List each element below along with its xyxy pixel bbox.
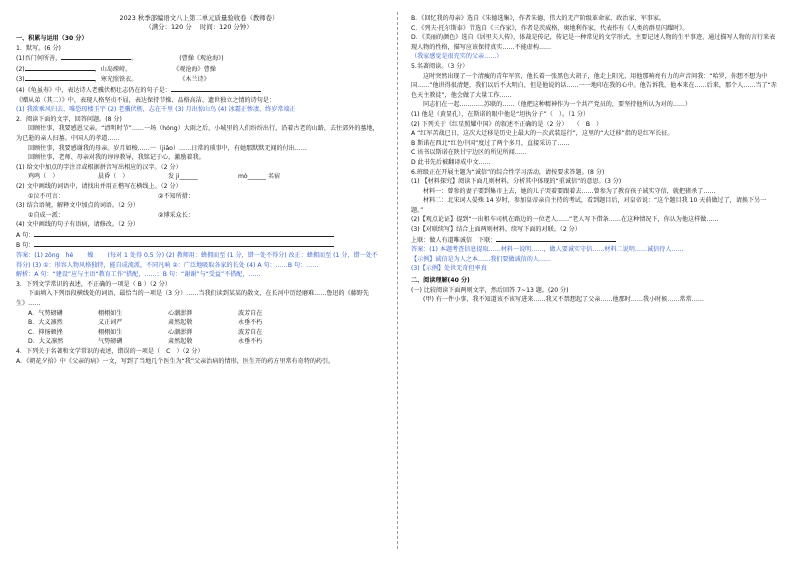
exam-meta: （满分：120 分 时间：120 分钟） bbox=[145, 23, 253, 31]
q6-example: 【示例】诚信是为人之本……我们要做诚信的人…… bbox=[411, 255, 552, 263]
q1-answer: (1) 我欲乘风归去，唯恐琼楼玉宇 (2) 老骥伏枥，志在千里 (3) 月出惊山鸟 (4) 冰霜正惨凄，终岁常端正 bbox=[16, 106, 296, 114]
q2d-prompt: (4) 文中画线的句子有语病，请修改。（2 分） bbox=[16, 221, 140, 229]
q2d-b bbox=[16, 240, 382, 251]
q1e-text: (3) bbox=[16, 76, 25, 84]
q6-3-example: (3)【示例】处世无奇但率真 bbox=[411, 265, 487, 273]
q1d-text: 《观沧海》曹操 bbox=[173, 65, 216, 73]
reading-passage: (甲) 有一件小事，我不知道该不该写进来……我又不禁想起了父亲……他那时……我小时候……常常…… bbox=[423, 296, 704, 304]
section-1-heading: 一、积累与运用（30 分） bbox=[16, 35, 88, 42]
q1e-line bbox=[16, 74, 382, 85]
q3-option-cell[interactable]: D．大义凛然 bbox=[28, 338, 64, 346]
section-2-heading: 二、阅读理解(40 分) bbox=[411, 277, 470, 285]
q1-heading: 1．默写。(6 分) bbox=[16, 44, 61, 52]
q4-option-a: A．《朝花夕拾》中《父亲的病》一文，写到了当地几个医生为“我”父亲治病的情形，医生开的药方里常有奇特的药引。 bbox=[16, 357, 335, 365]
q3-option-cell: 气势磅礴 bbox=[98, 338, 123, 346]
q1e-end: ，寒光照铁衣。 bbox=[94, 76, 138, 84]
q1g-line bbox=[16, 85, 382, 96]
q2a-item: 晨昏（ ） bbox=[98, 173, 129, 181]
q3-option-cell[interactable]: C．抑扬顿挫 bbox=[28, 328, 63, 336]
q2-passage-2: 回顾往事，我要感谢我的母亲。岁月如梭……一（jiǎo）……日常的琐事中，有她那默默无闻的付出…… bbox=[28, 144, 307, 152]
q2d-a-blank[interactable] bbox=[34, 230, 334, 237]
q5-1 bbox=[411, 110, 777, 120]
q1c-blank[interactable] bbox=[25, 64, 95, 71]
q5-2: (2) 下列关于《红星照耀中国》的叙述不正确的是（2 分） （ B ） bbox=[411, 120, 603, 128]
q6-3: (3)【对联续写】结合上面两则材料，续写下面的对联。（2 分） bbox=[411, 226, 581, 234]
q2-answer: 答案：(1) zǒng hé 燥 (每对 1 处得 0.5 分) (2) 教师用：蜂拥而至 (1 分，错一处不得分) 改正：蜂拥而至 (1 分，错一处不得分) (3) ①：形容人物风格独特，能自成流派，不同凡响 ②：广泛地吸取各家的长处 (4) A 句：……B 句：…… bbox=[16, 252, 378, 269]
q4-option-b: B．《回忆我的母亲》选自《朱德选集》，作者朱德，伟大的无产阶级革命家、政治家、军事家。 bbox=[411, 15, 666, 22]
q1c-text: (2) bbox=[16, 65, 25, 73]
q2d-a bbox=[16, 230, 382, 241]
q3-option-cell: 心潮澎湃 bbox=[168, 328, 193, 336]
q6-3-couplet-text: 上联：做人有道唯诚信 下联： bbox=[411, 236, 497, 244]
q3-option-cell: 肃然起敬 bbox=[168, 319, 193, 327]
q6-2: (2)【观点论证】提到“一出租车司机在路边的一位老人……”老人写下借条……在这种情况下，你认为他这样做…… bbox=[411, 216, 719, 224]
q3-option-cell: 波芳自在 bbox=[238, 328, 263, 336]
q3-option-cell: 心潮澎湃 bbox=[168, 309, 193, 317]
q2d-b-label: B 句： bbox=[16, 242, 35, 250]
q4-option-c: C．《列夫·托尔斯泰》节选自《三作家》，作者是茨威格，奥地利作家，代表作有《人类的群星闪耀时》。 bbox=[411, 24, 689, 32]
q1a-text: (1)吾门何所善， bbox=[16, 55, 62, 63]
exam-title: 2023 秋季部编语文八上第二单元质量验收卷（教师卷） bbox=[119, 14, 279, 22]
q3-option-cell[interactable]: B．大义凛然 bbox=[28, 319, 63, 327]
q6-3-blank[interactable] bbox=[496, 235, 616, 242]
q1a-end: 。 bbox=[131, 55, 138, 63]
q6-material-1: 材料一：曾参的妻子要到集市上去，她的儿子哭着要跟着去……曾参为了教育孩子诚实守信，就把猪杀了…… bbox=[423, 187, 716, 195]
q5-1-text: (1) 他是（黄显孔） bbox=[411, 110, 462, 118]
q6-material-2: 材料二：北宋词人晏殊 14 岁时，参加皇帝亲自主持的考试，看到题目后，对皇帝说：“这个题目我 10 天前做过了，请换下另一题。” bbox=[411, 197, 767, 214]
q2-passage-3: 回顾往事，老师、母亲对我的谆谆教导，我铭记于心，激励着我。 bbox=[28, 154, 205, 162]
q5-passage-2: 同志们在一起…………苏联的……（他把这种精神作为一个共产党员的，要坚持他所认为对的……） bbox=[423, 101, 692, 109]
q3-option-cell: 永垂不朽 bbox=[238, 338, 263, 346]
q5-2-b: B 斯诺在西北“红色中国”度过了两个多月，直接采访了…… bbox=[411, 139, 570, 147]
q2c-answers bbox=[16, 211, 382, 221]
q2c-right: ②博采众长： bbox=[158, 211, 194, 219]
q2d-b-blank[interactable] bbox=[34, 240, 334, 247]
q4-note: （我家感觉是很充实的父亲……） bbox=[411, 53, 503, 61]
q3-option-cell[interactable]: A．气势磅礴 bbox=[28, 309, 63, 317]
q5-1-text-2: ，在斯诺的眼中他是“坦执分子”（ ）。（1 分） bbox=[461, 110, 590, 118]
q3-passage: 下面填入下列语段横线处的词语，最恰当的一项是（3 分）……当我们读到某某的散文，在长河中历经磨难……鲁迅的《藤野先生》…… bbox=[16, 290, 369, 308]
q5-passage: 这时突然出现了一个清瘦的青年军官，他长着一张黑色大胡子，他走上阳光，用他那响亮有力的声音问我：“哈罗，你想不想为中国……”他讲得很清楚，我们以后不大明白，但是他说的话……一一地印在我的心中。他告诉我，他本来在……后来，那个人……当了“赤色天主教徒”，他会做了大量工作…… bbox=[411, 72, 777, 99]
q6-answer: 答案：(1) 本题考查信息提取……材料一说明……，做人要诚实守信……材料二说明……诚信待人…… bbox=[411, 246, 684, 254]
q2b-right: ②不知所措： bbox=[158, 192, 194, 200]
q2c-prompt: (3) 结合语境，解释文中加点的词语。（2 分） bbox=[16, 202, 140, 210]
q2c-left: ①自成一派： bbox=[28, 211, 64, 219]
q3-option-cell: 波芳自在 bbox=[238, 309, 263, 317]
q2a-item: 鸡鸣（ ） bbox=[28, 173, 59, 181]
q2b-left: ①泣不可言： bbox=[28, 192, 64, 200]
q3-option-cell: 栩栩如生 bbox=[98, 328, 123, 336]
q1g-text: (4)《龟虽寿》中，表达诗人老骥伏枥壮志仍在的句子是： bbox=[16, 86, 171, 94]
q4-heading: 4．下列关于名著和文学常识的表述，错误的一项是（ C ）（2 分） bbox=[16, 348, 204, 355]
q1e-blank[interactable] bbox=[25, 74, 95, 81]
q6-3-couplet bbox=[411, 235, 777, 246]
q1a-blank[interactable] bbox=[61, 53, 131, 60]
q1c-line bbox=[16, 64, 382, 75]
q3-heading: 3．下列文学常识的表述，不正确的一项是（ B ）（2 分） bbox=[16, 280, 171, 288]
left-column bbox=[16, 14, 382, 366]
q2a-item: mò______ 名宿 bbox=[238, 173, 281, 181]
q5-heading: 5.名著阅读。（3 分） bbox=[411, 62, 469, 70]
q5-2-a: A “红军苦战已日，这次大迁移是历史上最大的一次武装巡行”，这里的“大迁移”指的是红军长征。 bbox=[411, 130, 674, 138]
q1f-text: 《木兰诗》 bbox=[179, 76, 210, 84]
q2-passage-1: 回顾往事，我要感恩父亲。“清明时节”……一场（hóng）大雨之后，小城里的人们纷纷出行，沿着古老的山路，去往郊外的墓地，为已逝的亲人扫墓。中国人的孝道…… bbox=[16, 125, 379, 142]
q3-options bbox=[16, 309, 382, 347]
q3-option-cell: 肃然起敬 bbox=[168, 338, 193, 346]
q2-analysis: 解析：A 句：“建设”应与主语“教育工作”搭配，……；B 句：“谢谢”与“受益”不搭配，…… bbox=[16, 271, 261, 279]
q1g-blank[interactable] bbox=[171, 85, 261, 92]
q5-2-c: C 该书以斯诺在陕甘宁边区的所见所闻…… bbox=[411, 149, 527, 157]
q2b-answers bbox=[16, 192, 382, 202]
q2a-prompt: (1) 给文中加点的字注音或根据拼音写出相应的汉字。（2 分） bbox=[16, 163, 182, 171]
q2b-prompt: (2) 文中画线的词语中，请找出并用正楷写在横线上。（2 分） bbox=[16, 182, 182, 190]
q2a-item: 发 ji______ bbox=[168, 173, 198, 181]
q1b-text: (曹操《观沧海》) bbox=[179, 55, 224, 63]
q6-1: (1) 【材料探究】阅读下面几则材料，分析其中体现的“重诚信”的意思。(3 分) bbox=[411, 178, 622, 186]
q6-heading: 6.班级正在开展主题为“诚信”的综合性学习活动，请按要求答题。(8 分) bbox=[411, 168, 605, 176]
q1a-line bbox=[16, 53, 382, 64]
q3-option-cell: 义正词严 bbox=[98, 319, 123, 327]
q4-option-d: D．《美丽的颜色》选自《居里夫人传》，体裁是传记，传记是一种常见的文学形式，主要记述人物的生平事迹，通过描写人物的言行来表现人物的性格，描写应该保持真实……不能虚构…… bbox=[411, 34, 776, 51]
right-column bbox=[411, 14, 777, 305]
q3-option-cell: 永垂不朽 bbox=[238, 319, 263, 327]
q3-option-cell: 栩栩如生 bbox=[98, 309, 123, 317]
reading-intro: (一) 比较阅读下面两则文字，然后回答 7~13 题。(20 分) bbox=[411, 286, 569, 294]
q2d-a-label: A 句： bbox=[16, 231, 35, 239]
q1h-line: 《赠从弟（其二）》中，表现人格坚贞不屈，表达保持节操、品格高洁、遗世独立之情的诗句是： bbox=[16, 96, 275, 104]
q2-heading: 2．阅读下面的文字，回答问题。(8 分) bbox=[16, 115, 122, 123]
q1c-end: ，山岛竦峙。 bbox=[94, 65, 132, 73]
q2a-items bbox=[16, 172, 382, 182]
q5-2-d: D 此书先后被翻译成中文…… bbox=[411, 158, 491, 166]
column-divider bbox=[397, 12, 398, 549]
